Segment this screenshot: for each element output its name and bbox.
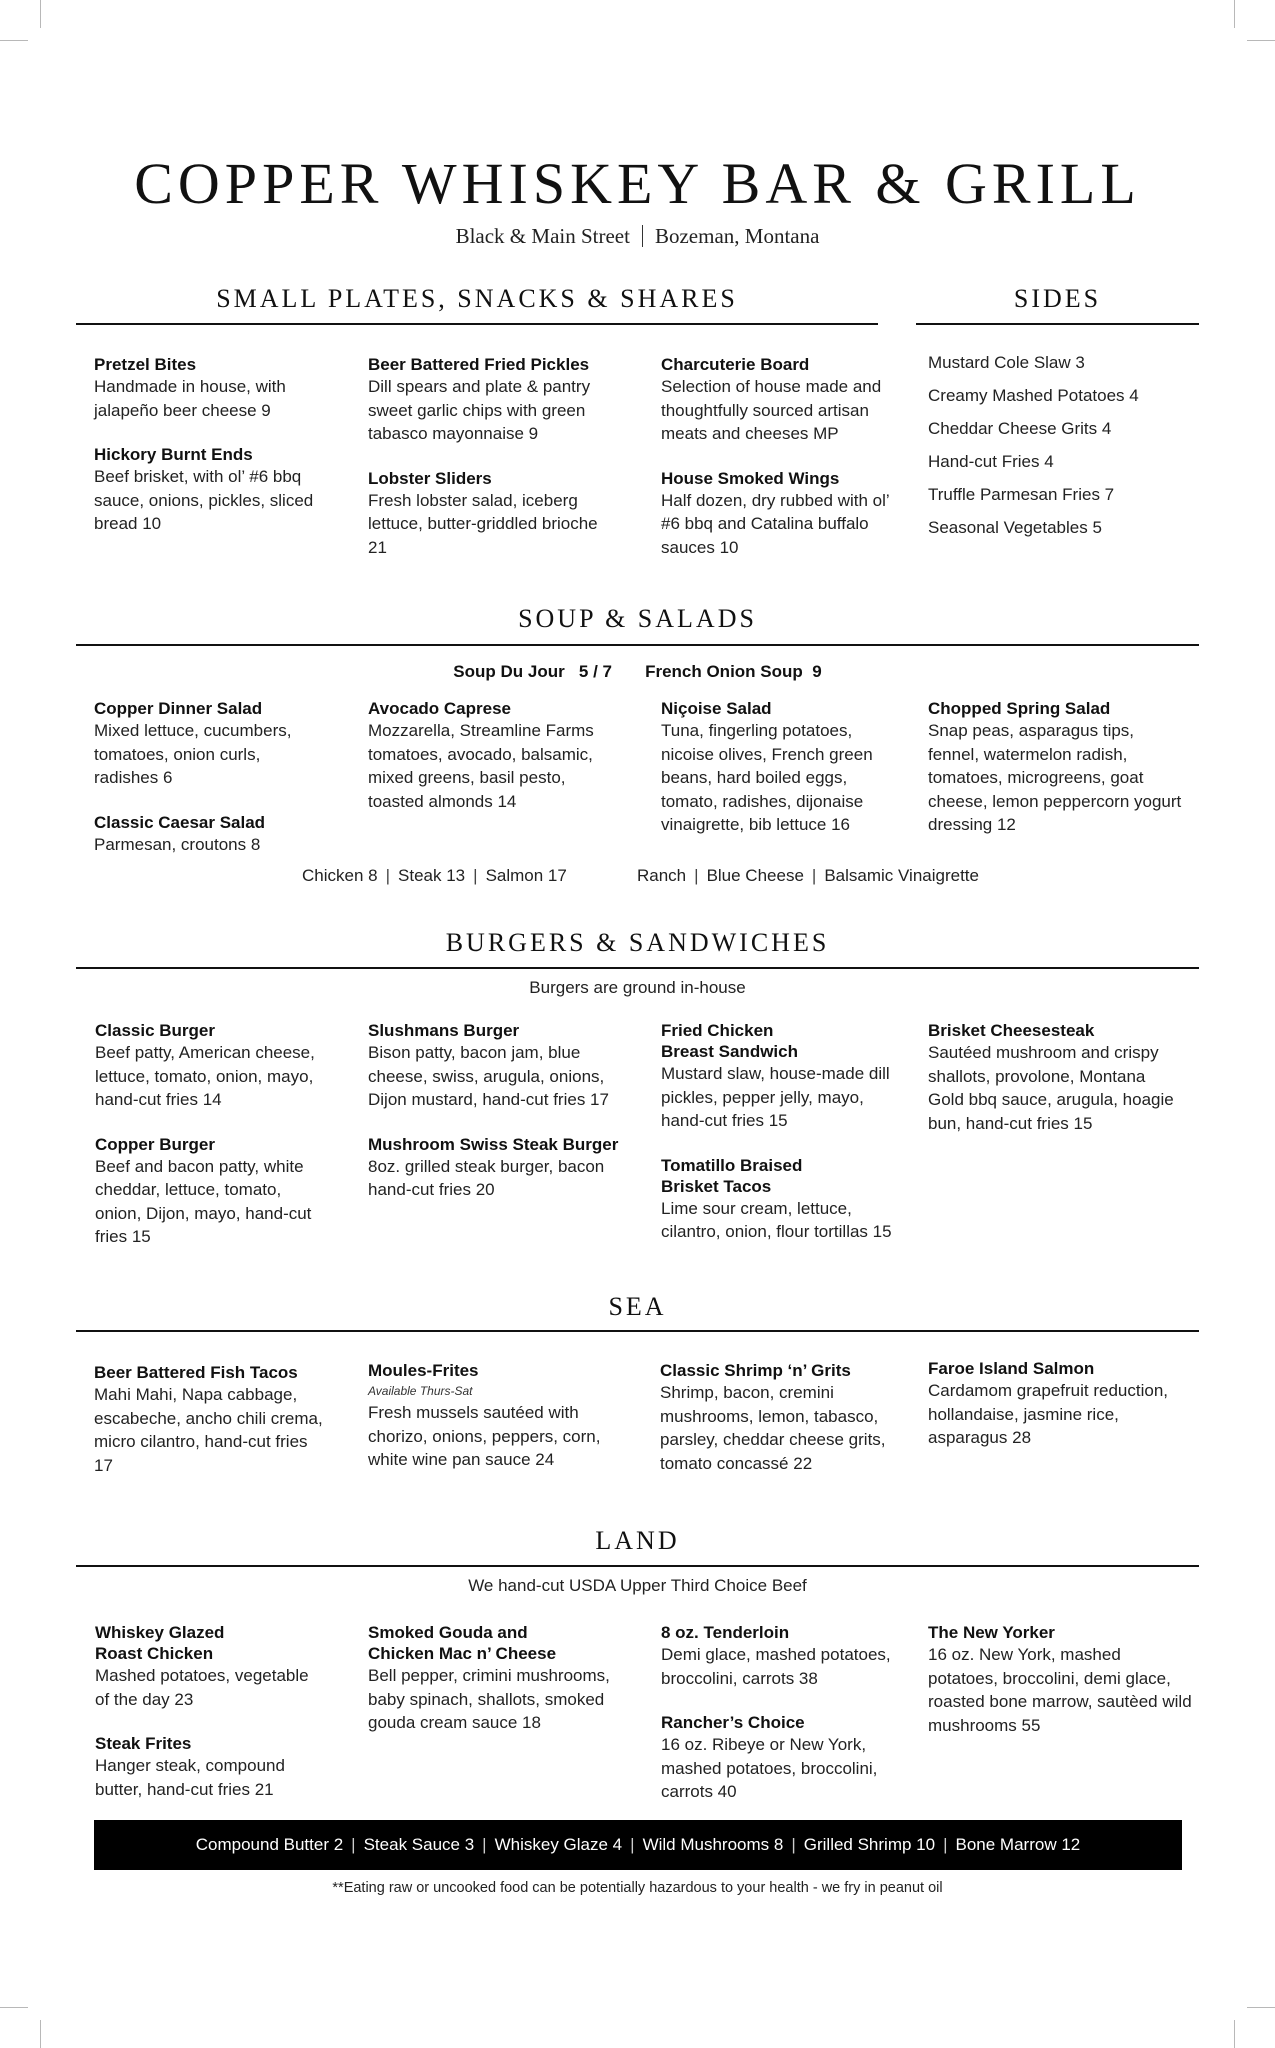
divider: [642, 225, 643, 247]
section-heading-sea: SEA: [608, 1292, 667, 1321]
item-name: Copper Burger: [95, 1134, 215, 1154]
item-description: Mixed lettuce, cucumbers, tomatoes, onion curls, radishes 6: [94, 721, 292, 787]
item-description: Cardamom grapefruit reduction, hollandaise, jasmine rice, asparagus 28: [928, 1381, 1169, 1447]
menu-item: [661, 1712, 906, 1804]
item-description: Tuna, fingerling potatoes, nicoise olives, French green beans, hard boiled eggs, tomato, radishes, dijonaise vinaigrette, bib lettuce 16: [661, 721, 873, 834]
item-description: Hanger steak, compound butter, hand-cut fries 21: [95, 1756, 285, 1799]
salad-addons: Chicken 8 | Steak 13 | Salmon 17: [302, 866, 567, 885]
extra-item: Bone Marrow 12: [955, 1835, 1081, 1854]
crop-mark: [1234, 2020, 1235, 2048]
item-description: Beef brisket, with ol’ #6 bbq sauce, onions, pickles, sliced bread 10: [94, 467, 314, 533]
item-name: Classic Shrimp ‘n’ Grits: [660, 1361, 851, 1380]
menu-column: [368, 1020, 623, 1224]
menu-item: [928, 1622, 1193, 1737]
item-name: Steak Frites: [95, 1734, 192, 1753]
menu-column: [928, 1358, 1183, 1472]
item-name: Mushroom Swiss Steak Burger: [368, 1134, 619, 1154]
item-description: Bison patty, bacon jam, blue cheese, swiss, arugula, onions, Dijon mustard, hand-cut fries 17: [368, 1043, 609, 1109]
menu-item: [95, 1134, 325, 1249]
item-description: Sautéed mushroom and crispy shallots, provolone, Montana Gold bbq sauce, arugula, hoagie bun, hand-cut fries 15: [928, 1043, 1174, 1133]
section-heading-sides: SIDES: [1013, 284, 1102, 313]
section-heading-soup-salads: SOUP & SALADS: [518, 604, 757, 633]
item-name: House Smoked Wings: [661, 468, 840, 488]
sides-list: [928, 346, 1188, 544]
extra-item: Compound Butter 2: [195, 1835, 344, 1854]
item-name: Hickory Burnt Ends: [94, 445, 253, 464]
item-description: Mashed potatoes, vegetable of the day 23: [95, 1666, 309, 1709]
side-item: Seasonal Vegetables 5: [928, 518, 1102, 537]
item-description: Lime sour cream, lettuce, cilantro, onion, flour tortillas 15: [661, 1198, 892, 1241]
section-rule: [76, 644, 1199, 646]
item-name: Chopped Spring Salad: [928, 699, 1111, 718]
dressing: Blue Cheese: [706, 866, 804, 885]
french-onion-price: 9: [812, 662, 822, 681]
menu-item: [928, 1020, 1183, 1135]
extras-bar: Compound Butter 2 | Steak Sauce 3 | Whiskey Glaze 4 | Wild Mushrooms 8 | Grilled Shrimp 10 | Bone Marrow 12: [94, 1820, 1182, 1870]
land-note: We hand-cut USDA Upper Third Choice Beef: [468, 1576, 807, 1595]
item-name: Charcuterie Board: [661, 355, 810, 374]
item-name: Slushmans Burger: [368, 1021, 520, 1040]
side-item: Cheddar Cheese Grits 4: [928, 419, 1112, 438]
item-name: The New Yorker: [928, 1623, 1055, 1642]
menu-column: [368, 1622, 623, 1757]
dressing: Ranch: [637, 866, 687, 885]
section-heading-small-plates: SMALL PLATES, SNACKS & SHARES: [216, 284, 738, 313]
section-rule: [76, 1330, 1199, 1332]
menu-column: [928, 698, 1183, 859]
menu-item: [368, 1020, 623, 1112]
item-description: 16 oz. Ribeye or New York, mashed potatoes, broccolini, carrots 40: [661, 1735, 878, 1801]
item-name: Beer Battered Fish Tacos: [94, 1363, 298, 1382]
item-name: Classic Burger: [95, 1021, 215, 1040]
extra-item: Grilled Shrimp 10: [803, 1835, 936, 1854]
item-description: Selection of house made and thoughtfully sourced artisan meats and cheeses MP: [661, 377, 882, 443]
menu-item: [94, 698, 324, 790]
item-description: Beef patty, American cheese, lettuce, tomato, onion, mayo, hand-cut fries 14: [95, 1043, 315, 1109]
menu-item: [95, 1733, 325, 1801]
item-name: Moules-Frites: [368, 1361, 479, 1380]
menu-column: [368, 698, 613, 835]
item-description: Shrimp, bacon, cremini mushrooms, lemon, tabasco, parsley, cheddar cheese grits, tomato concassé 22: [660, 1383, 886, 1473]
item-description: Half dozen, dry rubbed with ol’ #6 bbq and Catalina buffalo sauces 10: [661, 490, 890, 557]
soup-line: [0, 662, 1275, 682]
item-description: Bell pepper, crimini mushrooms, baby spinach, shallots, smoked gouda cream sauce 18: [368, 1666, 610, 1732]
item-name: Copper Dinner Salad: [94, 699, 263, 718]
item-description: Demi glace, mashed potatoes, broccolini, carrots 38: [661, 1645, 891, 1688]
menu-column: [661, 1622, 906, 1826]
section-heading-land: LAND: [595, 1526, 680, 1555]
item-name: Lobster Sliders: [368, 468, 492, 488]
menu-item: [368, 698, 613, 813]
french-onion-label: French Onion Soup: [645, 662, 803, 681]
menu-item: [661, 354, 906, 446]
menu-item: [368, 468, 613, 560]
menu-column: [661, 698, 906, 859]
street: Black & Main Street: [455, 224, 630, 248]
menu-item: [95, 1020, 325, 1112]
menu-item: [660, 1360, 905, 1475]
menu-column: [660, 1360, 905, 1497]
item-description: Mahi Mahi, Napa cabbage, escabeche, ancho chili crema, micro cilantro, hand-cut fries 17: [94, 1385, 323, 1475]
section-rule: [916, 323, 1199, 325]
extra-item: Wild Mushrooms 8: [642, 1835, 784, 1854]
crop-mark: [1234, 0, 1235, 28]
side-item: Hand-cut Fries 4: [928, 452, 1054, 471]
menu-column: [661, 1020, 906, 1266]
item-name: Smoked Gouda and Chicken Mac n’ Cheese: [368, 1623, 557, 1663]
menu-item: [94, 812, 324, 857]
extra-item: Whiskey Glaze 4: [494, 1835, 623, 1854]
side-item: Mustard Cole Slaw 3: [928, 353, 1085, 372]
crop-mark: [0, 40, 28, 41]
menu-column: [368, 1360, 623, 1494]
dressing: Balsamic Vinaigrette: [824, 866, 979, 885]
crop-mark: [0, 2007, 28, 2008]
crop-mark: [1247, 40, 1275, 41]
item-name: Avocado Caprese: [368, 699, 511, 718]
menu-column: [95, 1622, 325, 1823]
item-name: Classic Caesar Salad: [94, 812, 266, 832]
item-description: Handmade in house, with jalapeño beer cheese 9: [94, 377, 286, 420]
item-description: Mozzarella, Streamline Farms tomatoes, avocado, balsamic, mixed greens, basil pesto, toasted almonds 14: [368, 721, 594, 811]
soup-du-jour-label: Soup Du Jour: [453, 662, 565, 681]
item-name: Rancher’s Choice: [661, 1713, 805, 1732]
menu-column: [94, 1362, 324, 1499]
menu-column: [94, 354, 324, 558]
item-description: Parmesan, croutons 8: [94, 834, 261, 854]
menu-item: [661, 698, 906, 837]
menu-column: [661, 354, 906, 581]
item-name: 8 oz. Tenderloin: [661, 1623, 790, 1642]
menu-column: [95, 1020, 325, 1271]
item-description: 16 oz. New York, mashed potatoes, broccolini, demi glace, roasted bone marrow, sautèed wild mushrooms 55: [928, 1645, 1192, 1735]
restaurant-address: [0, 224, 1275, 249]
item-availability-note: Available Thurs-Sat: [368, 1384, 473, 1398]
extra-item: Steak Sauce 3: [363, 1835, 475, 1854]
menu-item: [95, 1622, 325, 1711]
menu-item: [368, 354, 613, 446]
menu-item: [661, 1155, 906, 1244]
addon-steak: Steak 13: [398, 866, 466, 885]
menu-column: [928, 1622, 1193, 1759]
addon-salmon: Salmon 17: [485, 866, 567, 885]
item-description: Fresh mussels sautéed with chorizo, onions, peppers, corn, white wine pan sauce 24: [368, 1403, 601, 1469]
item-description: Snap peas, asparagus tips, fennel, watermelon radish, tomatoes, microgreens, goat cheese, lemon peppercorn yogurt dressing 12: [928, 721, 1182, 834]
addon-chicken: Chicken 8: [302, 866, 378, 885]
menu-item: [368, 1134, 623, 1202]
salad-dressings: Ranch | Blue Cheese | Balsamic Vinaigrette: [637, 866, 979, 885]
section-rule: [76, 1565, 1199, 1567]
item-description: Dill spears and plate & pantry sweet garlic chips with green tabasco mayonnaise 9: [368, 377, 591, 443]
item-name: Faroe Island Salmon: [928, 1359, 1095, 1378]
menu-item: [928, 698, 1183, 837]
side-item: Creamy Mashed Potatoes 4: [928, 386, 1139, 405]
section-rule: [76, 323, 878, 325]
menu-column: [928, 1020, 1183, 1157]
menu-item: [661, 1020, 906, 1133]
menu-item: [368, 1622, 623, 1735]
crop-mark: [1247, 2007, 1275, 2008]
item-description: 8oz. grilled steak burger, bacon hand-cut fries 20: [368, 1156, 605, 1199]
restaurant-name: COPPER WHISKEY BAR & GRILL: [134, 151, 1141, 216]
menu-item: [94, 1362, 324, 1477]
item-name: Pretzel Bites: [94, 355, 197, 374]
menu-item: [928, 1358, 1183, 1450]
item-description: Fresh lobster salad, iceberg lettuce, butter-griddled brioche 21: [368, 490, 598, 557]
menu-item: [368, 1360, 623, 1472]
section-heading-burgers: BURGERS & SANDWICHES: [445, 928, 830, 957]
section-rule: [76, 967, 1199, 969]
item-name: Tomatillo Braised Brisket Tacos: [661, 1155, 803, 1196]
menu-column: [94, 698, 324, 878]
side-item: Truffle Parmesan Fries 7: [928, 485, 1115, 504]
item-description: Beef and bacon patty, white cheddar, lettuce, tomato, onion, Dijon, mayo, hand-cut fries 15: [95, 1156, 312, 1246]
item-name: Beer Battered Fried Pickles: [368, 355, 590, 374]
health-disclaimer: **Eating raw or uncooked food can be potentially hazardous to your health - we fry in peanut oil: [332, 1880, 943, 1896]
burgers-note: Burgers are ground in-house: [529, 978, 746, 997]
soup-du-jour-price: 5 / 7: [578, 662, 612, 681]
item-description: Mustard slaw, house-made dill pickles, pepper jelly, mayo, hand-cut fries 15: [661, 1064, 890, 1130]
city: Bozeman, Montana: [654, 224, 820, 248]
item-name: Brisket Cheesesteak: [928, 1021, 1095, 1040]
item-name: Fried Chicken Breast Sandwich: [661, 1021, 798, 1061]
menu-item: [94, 444, 324, 536]
menu-item: [661, 468, 906, 560]
crop-mark: [40, 0, 41, 28]
menu-item: [661, 1622, 906, 1690]
item-name: Whiskey Glazed Roast Chicken: [95, 1623, 225, 1663]
item-name: Niçoise Salad: [661, 699, 772, 718]
crop-mark: [40, 2020, 41, 2048]
menu-column: [368, 354, 613, 581]
menu-item: [94, 354, 324, 422]
